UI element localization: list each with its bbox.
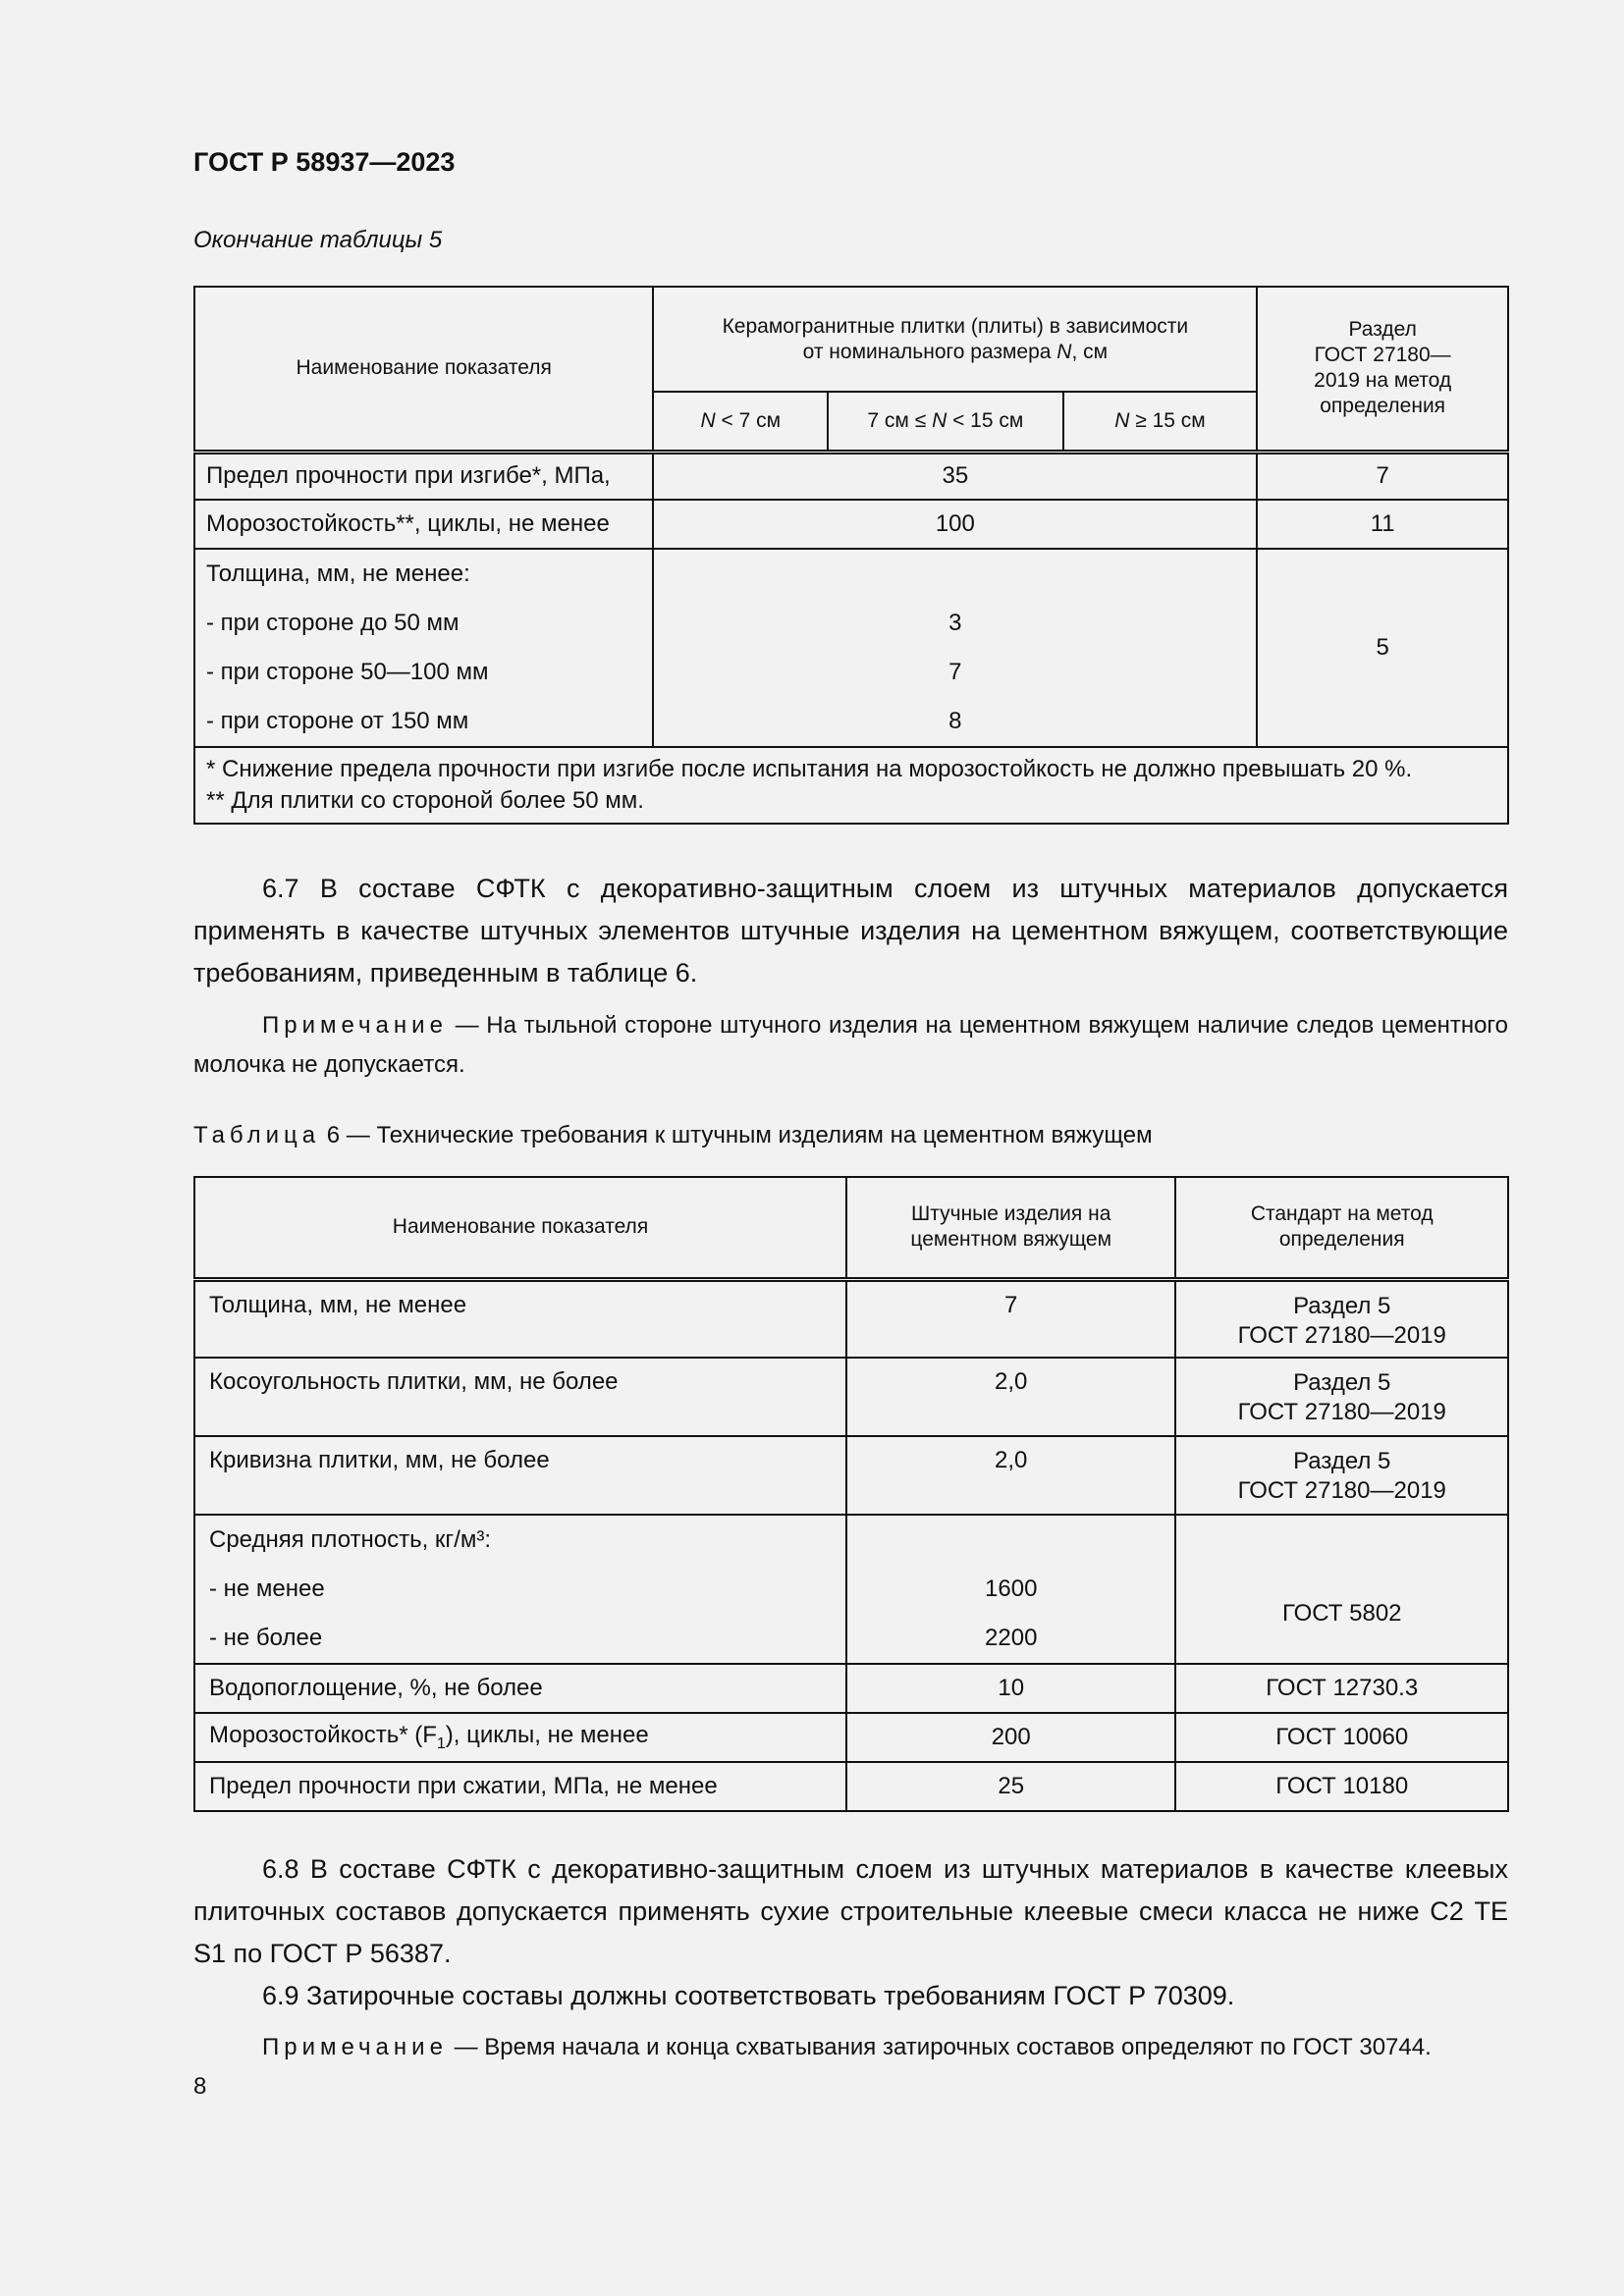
page-number: 8 (193, 2073, 207, 2100)
table-row: Предел прочности при сжатии, МПа, не менее 25 ГОСТ 10180 (194, 1762, 1508, 1811)
t5-group-line2: от номинального размера N, см (802, 340, 1109, 363)
table-row (194, 549, 1508, 747)
table-row: Косоугольность плитки, мм, не более 2,0 Раздел 5 ГОСТ 27180—2019 (194, 1358, 1508, 1436)
table-row: Водопоглощение, %, не более 10 ГОСТ 12730.3 (194, 1664, 1508, 1713)
footnote: ** Для плитки со стороной более 50 мм. (206, 787, 644, 814)
table-row: Морозостойкость* $(F_1)$, циклы, не менее 200 ГОСТ 10060 (194, 1713, 1508, 1762)
table-5 (193, 286, 1509, 825)
document-header: ГОСТ Р 58937—2023 (193, 147, 456, 177)
t5-thickness-method: 5 (1257, 549, 1508, 747)
note-2: Примечание — Время начала и конца схватывания затирочных составов определяют по ГОСТ 30744. (262, 2034, 1432, 2060)
t6-header-method: Стандарт на метод определения (1175, 1177, 1508, 1279)
table-row: Предел прочности при изгибе*, МПа, 35 7 (194, 452, 1508, 500)
t5-sub-header-3: N ≥ 15 см (1063, 392, 1258, 452)
t5-sub-header-1: N < 7 см (653, 392, 828, 452)
t6-header-value: Штучные изделия на цементном вяжущем (846, 1177, 1175, 1279)
table-6 (193, 1176, 1509, 1812)
paragraph-6-7: 6.7 В составе СФТК с декоративно-защитным слоем из штучных материалов допускается применять в качестве штучных элементов штучные изделия на цементном вяжущем, соответствующие требованиям, приведенным в таблице 6. (193, 874, 1508, 988)
note-1: Примечание — На тыльной стороне штучного изделия на цементном вяжущем наличие следов цементного молочка не допускается. (193, 1012, 1508, 1078)
table-row: Толщина, мм, не менее 7 Раздел 5 ГОСТ 27180—2019 (194, 1279, 1508, 1358)
t5-header-group (653, 287, 1257, 392)
paragraph-6-9: 6.9 Затирочные составы должны соответствовать требованиям ГОСТ Р 70309. (262, 1981, 1235, 2010)
t5-thickness-values: 3 7 8 (653, 549, 1257, 747)
table5-caption: Окончание таблицы 5 (193, 227, 443, 253)
t6-density-names: Средняя плотность, кг/м³: - не менее - не более (194, 1515, 846, 1664)
t6-header-name: Наименование показателя (194, 1177, 846, 1279)
t5-header-name: Наименование показателя (194, 287, 653, 452)
t5-header-method: Раздел ГОСТ 27180— 2019 на метод определения (1257, 287, 1508, 452)
t6-density-method: ГОСТ 5802 (1175, 1515, 1508, 1664)
table-row (194, 1515, 1508, 1664)
table-row: Морозостойкость**, циклы, не менее 100 11 (194, 500, 1508, 549)
t5-sub-header-2: 7 см ≤ N < 15 см (828, 392, 1063, 452)
t5-group-line1: Керамогранитные плитки (плиты) в зависимости (722, 314, 1189, 338)
t5-footnotes (194, 747, 1508, 824)
t5-thickness-names: Толщина, мм, не менее: - при стороне до 50 мм - при стороне 50—100 мм - при стороне от 150 мм (194, 549, 653, 747)
table6-caption: Таблица 6 — Технические требования к штучным изделиям на цементном вяжущем (193, 1122, 1153, 1148)
t6-density-values: 1600 2200 (846, 1515, 1175, 1664)
paragraph-6-8: 6.8 В составе СФТК с декоративно-защитным слоем из штучных материалов в качестве клеевых плиточных составов допускается применять сухие строительные клеевые смеси класса не ниже С2 ТЕ S1 по ГОСТ Р 56387. (193, 1854, 1508, 1968)
table-row: Кривизна плитки, мм, не более 2,0 Раздел 5 ГОСТ 27180—2019 (194, 1436, 1508, 1515)
footnote: * Снижение предела прочности при изгибе после испытания на морозостойкость не должно превышать 20 %. (206, 756, 1413, 782)
